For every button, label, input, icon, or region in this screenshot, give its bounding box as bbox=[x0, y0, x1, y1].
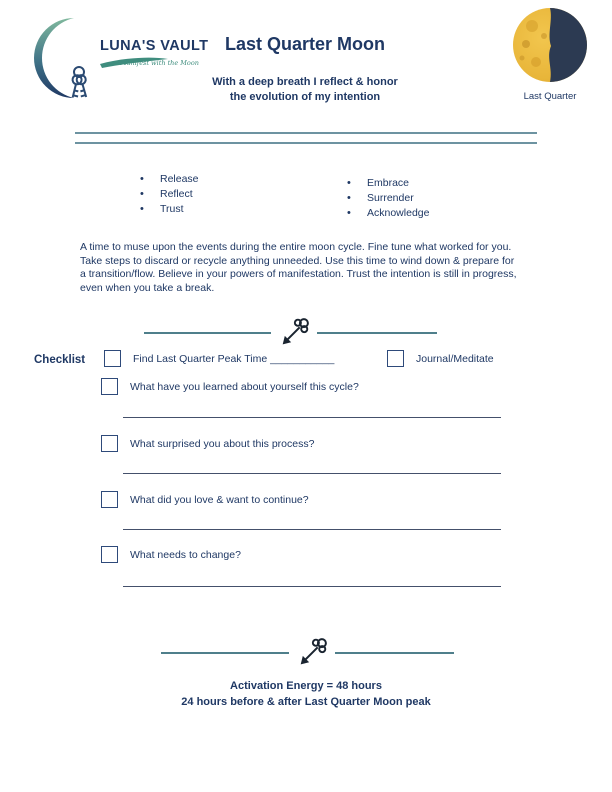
list-item: • Surrender bbox=[345, 191, 429, 206]
activation-energy-line-2: 24 hours before & after Last Quarter Moon peak bbox=[181, 696, 431, 708]
skeleton-key-icon bbox=[290, 636, 334, 670]
checkbox-peak-time[interactable] bbox=[104, 350, 121, 367]
checklist-row-question-4 bbox=[101, 546, 241, 563]
checklist-row-question-1 bbox=[101, 378, 359, 395]
list-item: • Acknowledge bbox=[345, 206, 429, 221]
checkbox-label: What needs to change? bbox=[130, 548, 241, 561]
checkbox-label: Find Last Quarter Peak Time ___________ bbox=[133, 352, 335, 365]
intro-paragraph: A time to muse upon the events during the entire moon cycle. Fine tune what worked for you. Take steps to discard or recycle anything unneeded. Use this time to wind down & prepare for a transition/flow. Believe in your powers of manifestation. Trust the intention is still in progress, even when you take a break. bbox=[80, 241, 517, 295]
divider-line bbox=[75, 142, 537, 144]
answer-line bbox=[123, 473, 501, 474]
checklist-heading: Checklist bbox=[34, 354, 86, 366]
activation-energy-line-1: Activation Energy = 48 hours bbox=[230, 680, 382, 692]
moon-phase-caption: Last Quarter bbox=[523, 91, 577, 102]
checklist-row-peak-time bbox=[104, 350, 334, 367]
checkbox-label: Journal/Meditate bbox=[416, 352, 494, 365]
divider-line bbox=[161, 652, 289, 654]
checkbox-journal[interactable] bbox=[387, 350, 404, 367]
logo-tagline: Manifest with the Moon bbox=[120, 59, 199, 67]
list-item: • Reflect bbox=[138, 187, 199, 202]
key-divider-bottom bbox=[161, 636, 455, 670]
list-item: • Trust bbox=[138, 202, 199, 217]
affirmation-line-2: the evolution of my intention bbox=[229, 91, 381, 103]
checkbox-question-4[interactable] bbox=[101, 546, 118, 563]
checkbox-label: What surprised you about this process? bbox=[130, 437, 315, 450]
keywords-list-left bbox=[138, 172, 199, 217]
affirmation-line-1: With a deep breath I reflect & honor bbox=[212, 76, 398, 88]
logo-wordmark: LUNA'S VAULT bbox=[100, 38, 209, 54]
header-divider bbox=[75, 132, 537, 144]
checkbox-label: What did you love & want to continue? bbox=[130, 493, 309, 506]
list-item: • Release bbox=[138, 172, 199, 187]
page-title: Last Quarter Moon bbox=[224, 34, 385, 54]
answer-line bbox=[123, 529, 501, 530]
checklist-row-question-2 bbox=[101, 435, 314, 452]
list-item: • Embrace bbox=[345, 176, 429, 191]
checkbox-label: What have you learned about yourself this cycle? bbox=[130, 380, 359, 393]
divider-line bbox=[144, 332, 271, 334]
checkbox-question-1[interactable] bbox=[101, 378, 118, 395]
checklist-row-question-3 bbox=[101, 491, 309, 508]
checkbox-question-3[interactable] bbox=[101, 491, 118, 508]
keywords-list-right bbox=[345, 176, 429, 221]
activation-energy-note bbox=[106, 678, 506, 710]
affirmation-text bbox=[160, 75, 450, 105]
divider-line bbox=[75, 132, 537, 134]
skeleton-key-icon bbox=[272, 316, 316, 350]
divider-line bbox=[335, 652, 454, 654]
answer-line bbox=[123, 417, 501, 418]
key-divider-top bbox=[144, 316, 438, 350]
checklist-row-journal bbox=[387, 350, 494, 367]
checkbox-question-2[interactable] bbox=[101, 435, 118, 452]
divider-line bbox=[317, 332, 437, 334]
header bbox=[160, 34, 450, 105]
answer-line bbox=[123, 586, 501, 587]
last-quarter-moon-icon bbox=[506, 6, 594, 84]
moon-phase-figure bbox=[500, 6, 600, 102]
